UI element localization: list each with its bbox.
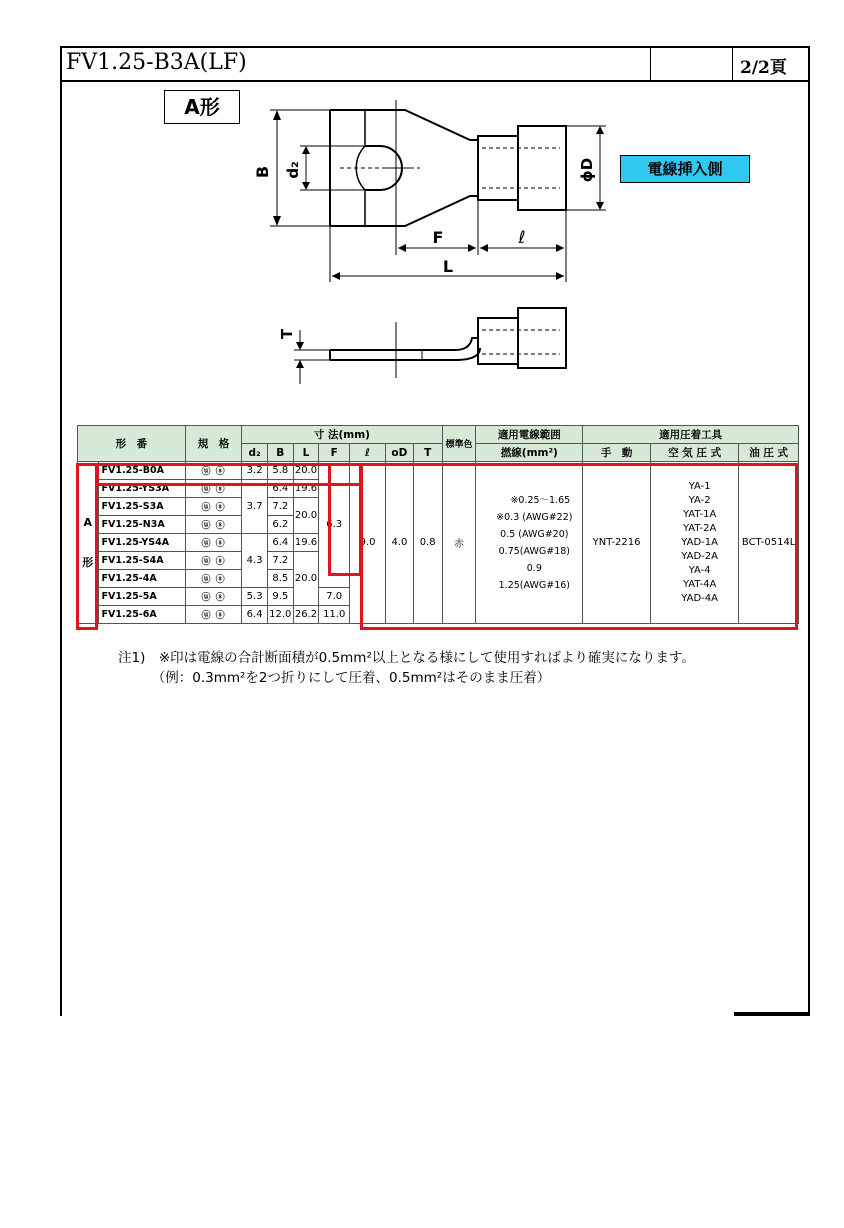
terminal-drawing xyxy=(0,0,844,400)
wire-range-item: ※0.25～1.65 xyxy=(510,494,571,506)
footnote-line: （例：0.3mm²を2つ折りにして圧着、0.5mm²はそのまま圧着） xyxy=(118,670,551,686)
dim-B-label: B xyxy=(253,165,272,179)
air-tool-item: YA-2 xyxy=(688,494,711,506)
d2-cell: 6.4 xyxy=(242,606,268,624)
header-wire-unit: 撚線(mm²) xyxy=(476,444,583,462)
d2-cell: 5.3 xyxy=(242,588,268,606)
standard-mark: ⓤ ⓢ xyxy=(185,534,241,552)
air-tool-item: YAT-2A xyxy=(682,522,717,534)
B-cell: 5.8 xyxy=(267,462,293,480)
L-cell: 20.0 xyxy=(293,462,319,480)
wire-range-item: 0.75(AWG#18) xyxy=(498,545,570,557)
F-cell: 11.0 xyxy=(319,606,350,624)
wire-range-cell xyxy=(476,462,583,624)
header-T: T xyxy=(413,444,442,462)
dim-T-label: T xyxy=(278,328,296,340)
air-tool-item: YAT-1A xyxy=(682,508,717,520)
document-title: FV1.25-B3A(LF) xyxy=(66,50,247,75)
wire-insertion-side-label: 電線挿入側 xyxy=(620,155,750,183)
standard-mark: ⓤ ⓢ xyxy=(185,462,241,480)
type-label: A形 xyxy=(164,90,240,124)
header-d2: d₂ xyxy=(242,444,268,462)
model-cell: FV1.25-5A xyxy=(98,588,185,606)
l-cell: 9.0 xyxy=(350,462,386,624)
model-cell: FV1.25-S4A xyxy=(98,552,185,570)
wire-range-item: 0.9 xyxy=(526,562,542,574)
L-cell: 19.6 xyxy=(293,480,319,498)
header-standard: 規 格 xyxy=(185,426,241,462)
standard-mark: ⓤ ⓢ xyxy=(185,498,241,516)
air-tool-item: YAT-4A xyxy=(682,578,717,590)
wire-range-item: 0.5 (AWG#20) xyxy=(500,528,569,540)
header-l: ℓ xyxy=(350,444,386,462)
standard-mark: ⓤ ⓢ xyxy=(185,516,241,534)
air-tool-item: YA-1 xyxy=(688,480,711,492)
B-cell: 8.5 xyxy=(267,570,293,588)
standard-mark: ⓤ ⓢ xyxy=(185,480,241,498)
B-cell: 7.2 xyxy=(267,552,293,570)
group-label: A 形 xyxy=(78,462,99,624)
standard-mark: ⓤ ⓢ xyxy=(185,570,241,588)
F-cell: 6.3 xyxy=(319,462,350,588)
B-cell: 9.5 xyxy=(267,588,293,606)
footnote xyxy=(118,648,695,688)
standard-mark: ⓤ ⓢ xyxy=(185,588,241,606)
standard-mark: ⓤ ⓢ xyxy=(185,606,241,624)
L-cell: 20.0 xyxy=(293,498,319,534)
d2-cell: 3.7 xyxy=(242,480,268,534)
header-oil: 油 圧 式 xyxy=(739,444,799,462)
header-L: L xyxy=(293,444,319,462)
B-cell: 6.4 xyxy=(267,534,293,552)
spec-table xyxy=(77,425,799,624)
d2-cell: 4.3 xyxy=(242,534,268,588)
L-cell: 19.6 xyxy=(293,534,319,552)
model-cell: FV1.25-6A xyxy=(98,606,185,624)
wire-range-item: 1.25(AWG#16) xyxy=(498,579,570,591)
air-tool-item: YAD-1A xyxy=(681,536,718,548)
dim-l-label: ℓ xyxy=(518,228,526,248)
table-row xyxy=(78,462,799,480)
footnote-line: 注1) ※印は電線の合計断面積が0.5mm²以上となる様にして使用すればより確実になります。 xyxy=(118,650,695,666)
air-tool-item: YAD-2A xyxy=(681,550,718,562)
T-cell: 0.8 xyxy=(413,462,442,624)
model-cell: FV1.25-4A xyxy=(98,570,185,588)
L-cell: 26.2 xyxy=(293,606,319,624)
dim-d2-label: d₂ xyxy=(284,161,302,179)
header-manual: 手 動 xyxy=(583,444,651,462)
header-dims: 寸 法(mm) xyxy=(242,426,442,444)
air-tool-item: YA-4 xyxy=(688,564,711,576)
page-number: 2/2頁 xyxy=(740,58,787,78)
air-tool-cell xyxy=(650,462,738,624)
manual-tool-cell: YNT-2216 xyxy=(583,462,651,624)
model-cell: FV1.25-S3A xyxy=(98,498,185,516)
oil-tool-cell: BCT-0514L xyxy=(739,462,799,624)
header-B: B xyxy=(267,444,293,462)
header-air: 空 気 圧 式 xyxy=(650,444,738,462)
header-F: F xyxy=(319,444,350,462)
header-wire-range: 適用電線範囲 xyxy=(476,426,583,444)
header-model: 形 番 xyxy=(78,426,186,462)
d2-cell: 3.2 xyxy=(242,462,268,480)
model-cell: FV1.25-N3A xyxy=(98,516,185,534)
model-cell: FV1.25-B0A xyxy=(98,462,185,480)
wire-range-item: ※0.3 (AWG#22) xyxy=(496,511,573,523)
color-cell: 赤 xyxy=(442,462,476,624)
model-cell: FV1.25-YS3A xyxy=(98,480,185,498)
oD-cell: 4.0 xyxy=(386,462,414,624)
B-cell: 6.2 xyxy=(267,516,293,534)
L-cell: 20.0 xyxy=(293,552,319,606)
B-cell: 6.4 xyxy=(267,480,293,498)
air-tool-item: YAD-4A xyxy=(681,592,718,604)
header-tools: 適用圧着工具 xyxy=(583,426,799,444)
B-cell: 12.0 xyxy=(267,606,293,624)
model-cell: FV1.25-YS4A xyxy=(98,534,185,552)
F-cell: 7.0 xyxy=(319,588,350,606)
bottom-rule xyxy=(734,1012,810,1016)
dim-L-label: L xyxy=(442,257,454,276)
dim-F-label: F xyxy=(432,228,444,247)
header-oD: oD xyxy=(386,444,414,462)
standard-mark: ⓤ ⓢ xyxy=(185,552,241,570)
dim-phiD-label: ϕD xyxy=(578,157,596,183)
B-cell: 7.2 xyxy=(267,498,293,516)
header-color: 標準色 xyxy=(442,426,476,462)
